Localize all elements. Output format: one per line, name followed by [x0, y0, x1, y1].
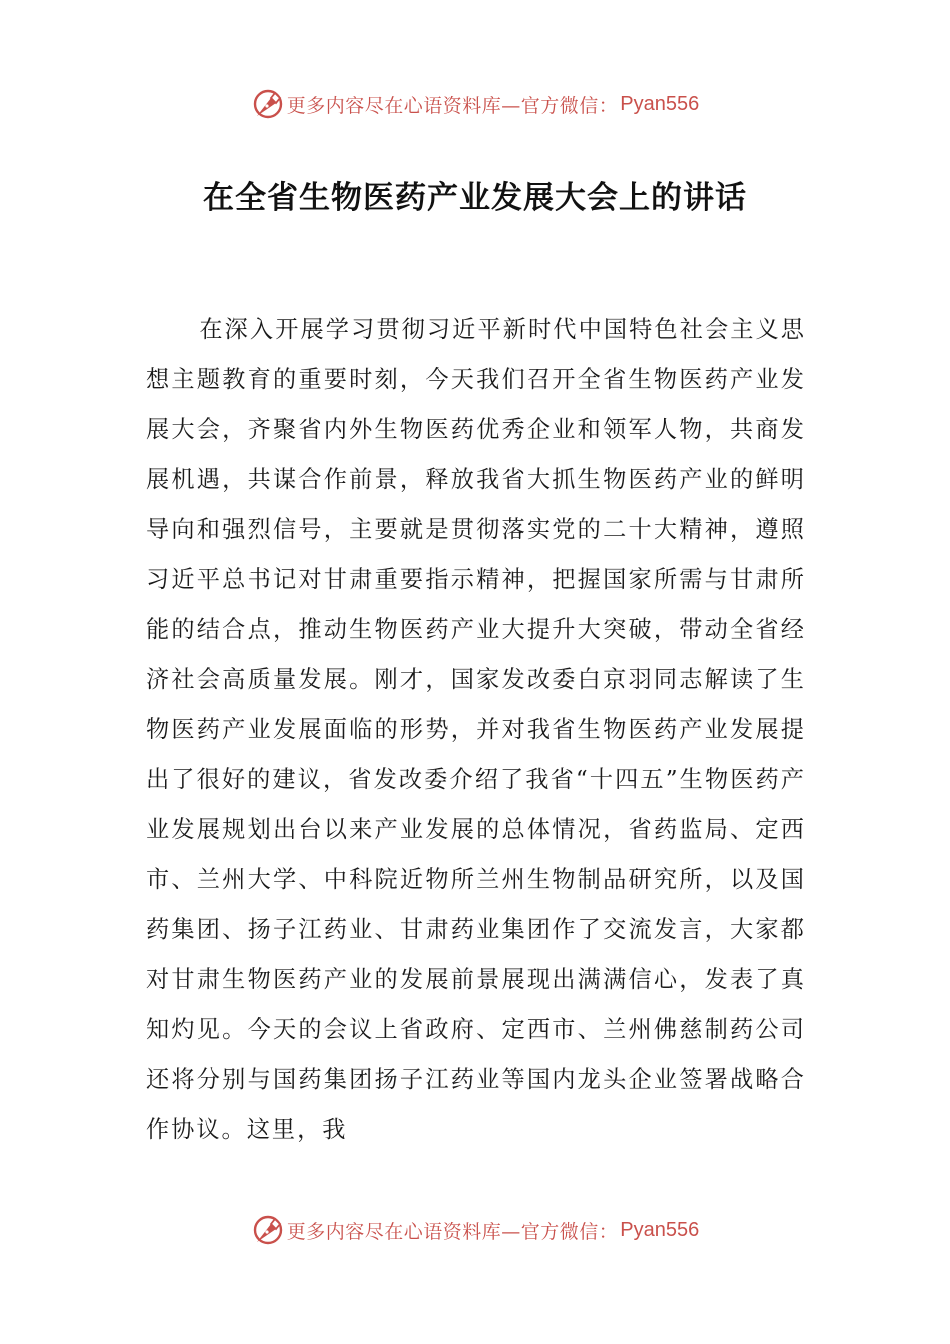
document-title: 在全省生物医药产业发展大会上的讲话 [203, 180, 747, 216]
pen-nib-logo-icon [251, 1213, 285, 1247]
watermark-wechat-id: Pyan556 [620, 1218, 700, 1241]
watermark-banner-bottom [0, 1210, 950, 1250]
watermark-banner-top [0, 84, 950, 124]
body-paragraph: 在深入开展学习贯彻习近平新时代中国特色社会主义思想主题教育的重要时刻，今天我们召开全省生物医药产业发展大会，齐聚省内外生物医药优秀企业和领军人物，共商发展机遇，共谋合作前景，释放我省大抓生物医药产业的鲜明导向和强烈信号，主要就是贯彻落实党的二十大精神，遵照习近平总书记对甘肃重要指示精神，把握国家所需与甘肃所能的结合点，推动生物医药产业大提升大突破，带动全省经济社会高质量发展。刚才，国家发改委白京羽同志解读了生物医药产业发展面临的形势，并对我省生物医药产业发展提出了很好的建议，省发改委介绍了我省“十四五”生物医药产业发展规划出台以来产业发展的总体情况，省药监局、定西市、兰州大学、中科院近物所兰州生物制品研究所，以及国药集团、扬子江药业、甘肃药业集团作了交流发言，大家都对甘肃生物医药产业的发展前景展现出满满信心，发表了真知灼见。今天的会议上省政府、定西市、兰州佛慈制药公司还将分别与国药集团扬子江药业等国内龙头企业签署战略合作协议。这里，我 [146, 316, 806, 1143]
watermark-text: 更多内容尽在心语资料库—官方微信： [286, 94, 619, 117]
watermark-wechat-id: Pyan556 [620, 92, 700, 115]
pen-nib-logo-icon [251, 87, 285, 121]
watermark-text: 更多内容尽在心语资料库—官方微信： [286, 1220, 619, 1243]
